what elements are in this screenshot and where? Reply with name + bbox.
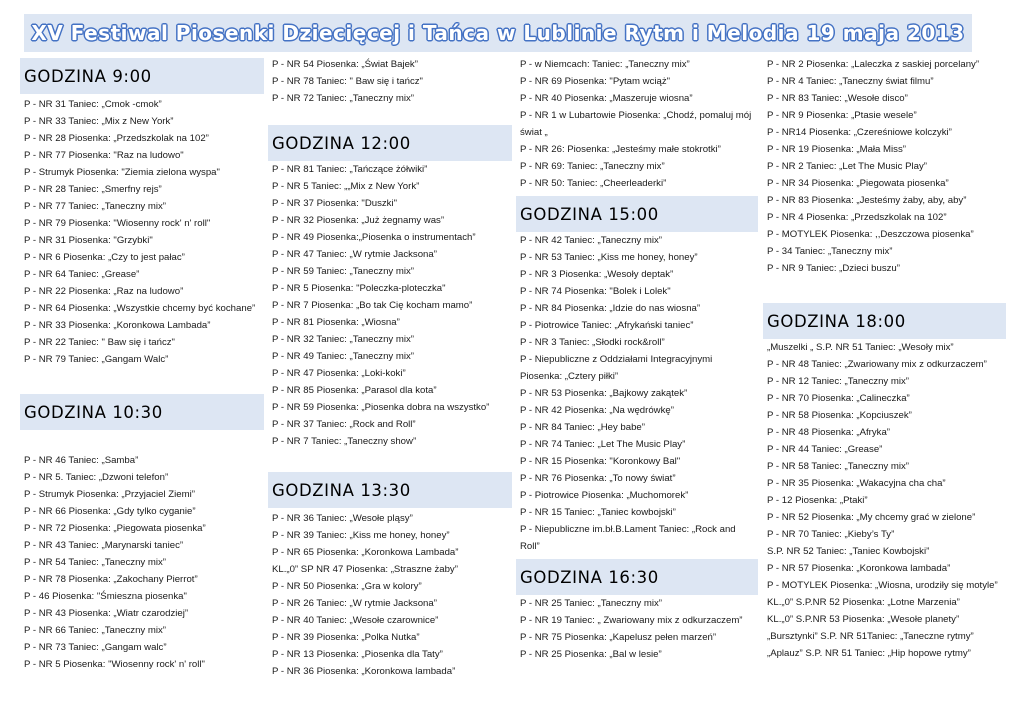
list-item: P - 46 Piosenka: "Śmieszna piosenka" [24,591,187,602]
list-item: P - NR 52 Piosenka: „My chcemy grać w zielone” [767,512,976,523]
list-item: P - NR 22 Piosenka: „Raz na ludowo” [24,286,184,297]
list-item: P - NR 58 Piosenka: „Kopciuszek” [767,410,912,421]
list-item: P - NR 49 Taniec: „Taneczny mix” [272,351,415,362]
list-item: P - NR 44 Taniec: „Grease” [767,444,883,455]
list-item: P - NR 64 Taniec: „Grease” [24,269,140,280]
schedule-list-1200 [268,161,512,450]
list-item: P - Strumyk Piosenka: "Ziemia zielona wyspa" [24,167,220,178]
list-item: „Bursztynki” S.P. NR 51Taniec: „Taneczne rytmy” [767,631,974,642]
list-item: P - NR 81 Taniec: „Tańczące żółwiki” [272,164,428,175]
list-item: P - NR 59 Piosenka: „Piosenka dobra na wszystko” [272,402,490,413]
list-item: P - NR 83 Piosenka: „Jesteśmy żaby, aby, aby” [767,195,967,206]
list-item: P - NR 32 Piosenka: „Już żegnamy was” [272,215,445,226]
column-2 [268,58,512,680]
list-item: P - NR 59 Taniec: „Taneczny mix” [272,266,415,277]
schedule-list-0900 [20,96,264,368]
list-item: P - NR 74 Piosenka: "Bolek i Lolek" [520,286,671,297]
list-item: P - Niepubliczne z Oddziałami Integracyjnymi Piosenka: „Cztery piłki” [520,354,713,382]
list-item: P - NR 33 Taniec: „Mix z New York” [24,116,174,127]
list-item: P - NR 58 Taniec: „Taneczny mix” [767,461,910,472]
list-item: P - NR 34 Piosenka: „Piegowata piosenka” [767,178,949,189]
list-item: P - NR 35 Piosenka: „Wakacyjna cha cha” [767,478,946,489]
list-item: P - NR 31 Piosenka: "Grzybki" [24,235,153,246]
list-item: P - NR 72 Piosenka: „Piegowata piosenka” [24,523,206,534]
list-item: P - NR 2 Piosenka: „Laleczka z saskiej porcelany” [767,59,980,70]
list-item: P - NR 53 Piosenka: „Bajkowy zakątek” [520,388,688,399]
list-item: P - NR 36 Piosenka: „Koronkowa lambada” [272,666,456,677]
schedule-list-1330-continued [516,56,758,192]
list-item: P - NR 32 Taniec: „Taneczny mix” [272,334,415,345]
list-item: P - NR 9 Piosenka: „Ptasie wesele” [767,110,917,121]
list-item: P - NR 79 Piosenka: "Wiosenny rock' n' roll" [24,218,211,229]
list-item: P - NR 50 Piosenka: „Gra w kolory” [272,581,422,592]
list-item: P - NR 76 Piosenka: „To nowy świat” [520,473,676,484]
spacer [20,368,264,394]
list-item: P - NR 19 Taniec: „ Zwariowany mix z odkurzaczem” [520,615,743,626]
list-item: „Aplauz” S.P. NR 51 Taniec: „Hip hopowe rytmy” [767,648,971,659]
list-item: P - NR 42 Piosenka: „Na wędrówkę” [520,405,674,416]
list-item: P - NR 70 Piosenka: „Calineczka” [767,393,910,404]
list-item: P - NR 83 Taniec: „Wesołe disco” [767,93,908,104]
list-item: P - NR 72 Taniec: „Taneczny mix” [272,93,415,104]
list-item: P - NR 1 w Lubartowie Piosenka: „Chodź, pomaluj mój świat „ [520,110,752,138]
list-item: P - NR 42 Taniec: „Taneczny mix” [520,235,663,246]
list-item: S.P. NR 52 Taniec: „Taniec Kowbojski” [767,546,930,557]
list-item: P - NR 4 Piosenka: „Przedszkolak na 102” [767,212,947,223]
list-item: P - NR 4 Taniec: „Taneczny świat filmu” [767,76,934,87]
list-item: P - NR 5 Taniec: „„Mix z New York” [272,181,420,192]
list-item: P - NR 64 Piosenka: „Wszystkie chcemy być kochane” [24,303,256,314]
list-item: P - NR 43 Piosenka: „Wiatr czarodziej” [24,608,189,619]
list-item: P - NR 39 Taniec: „Kiss me honey, honey” [272,530,450,541]
list-item: P - NR 48 Piosenka: „Afryka” [767,427,890,438]
list-item: P - NR 47 Piosenka: „Loki-koki” [272,368,406,379]
list-item: P - MOTYLEK Piosenka: „Wiosna, urodziły się motyle” [767,580,998,591]
list-item: P - NR 5. Taniec: „Dzwoni telefon” [24,472,169,483]
list-item: P - NR 73 Taniec: „Gangam walc” [24,642,167,653]
list-item: P - NR 6 Piosenka: „Czy to jest pałac” [24,252,185,263]
list-item: P - NR 77 Piosenka: "Raz na ludowo" [24,150,184,161]
section-heading-1500: GODZINA 15:00 [516,196,758,232]
list-item: P - NR 69: Taniec: „Taneczny mix” [520,161,665,172]
list-item: P - NR 70 Taniec: „Kieby’s Ty” [767,529,895,540]
title-banner [24,14,972,52]
list-item: P - NR 26 Taniec: „W rytmie Jacksona” [272,598,437,609]
list-item: P - 34 Taniec: „Taneczny mix” [767,246,893,257]
list-item: P - NR 74 Taniec: „Let The Music Play” [520,439,686,450]
schedule-list-1630 [516,595,758,663]
column-4 [763,58,1006,662]
list-item: P - NR 57 Piosenka: „Koronkowa lambada” [767,563,951,574]
spacer [268,450,512,472]
list-item: P - NR 5 Piosenka: "Wiosenny rock' n' roll" [24,659,205,670]
list-item: P - NR 37 Piosenka: "Duszki" [272,198,398,209]
section-heading-1030: GODZINA 10:30 [20,394,264,430]
list-item: P - NR 26: Piosenka: „Jesteśmy małe stokrotki” [520,144,721,155]
list-item: P - NR 25 Taniec: „Taneczny mix” [520,598,663,609]
spacer [20,430,264,452]
list-item: P - NR14 Piosenka: „Czereśniowe kolczyki” [767,127,952,138]
list-item: „Muszelki „ S.P. NR 51 Taniec: „Wesoły mix” [767,342,954,353]
list-item: KL.„0” S.P.NR 52 Piosenka: „Lotne Marzenia” [767,597,960,608]
schedule-list-1630-continued [763,56,1006,277]
list-item: P - NR 85 Piosenka: „Parasol dla kota” [272,385,437,396]
section-heading-1200: GODZINA 12:00 [268,125,512,161]
list-item: P - NR 46 Taniec: „Samba” [24,455,139,466]
list-item: P - NR 5 Piosenka: "Poleczka-ploteczka" [272,283,446,294]
schedule-list-1500 [516,232,758,555]
list-item: P - NR 78 Piosenka: „Zakochany Pierrot” [24,574,198,585]
list-item: P - NR 3 Piosenka: „Wesoły deptak” [520,269,674,280]
list-item: P - NR 28 Piosenka: „Przedszkolak na 102” [24,133,209,144]
list-item: P - NR 77 Taniec: „Taneczny mix” [24,201,167,212]
list-item: P - Strumyk Piosenka: „Przyjaciel Ziemi” [24,489,195,500]
schedule-list-1030 [20,452,264,673]
list-item: KL.„0” SP NR 47 Piosenka: „Straszne żaby” [272,564,458,575]
list-item: P - NR 66 Piosenka: „Gdy tylko cyganie” [24,506,196,517]
list-item: P - NR 36 Taniec: „Wesołe pląsy” [272,513,413,524]
list-item: P - NR 48 Taniec: „Zwariowany mix z odkurzaczem” [767,359,987,370]
list-item: P - NR 25 Piosenka: „Bal w lesie” [520,649,662,660]
list-item: P - NR 19 Piosenka: „Mała Miss” [767,144,906,155]
list-item: P - NR 50: Taniec: „Cheerleaderki” [520,178,667,189]
list-item: P - NR 31 Taniec: „Cmok -cmok” [24,99,162,110]
schedule-list-1330 [268,510,512,680]
list-item: P - NR 33 Piosenka: „Koronkowa Lambada” [24,320,211,331]
list-item: P - NR 40 Taniec: „Wesołe czarownice” [272,615,439,626]
list-item: P - NR 12 Taniec: „Taneczny mix” [767,376,910,387]
list-item: P - NR 75 Piosenka: „Kapelusz pełen marzeń” [520,632,717,643]
schedule-list-1030-continued [268,56,512,107]
section-heading-0900: GODZINA 9:00 [20,58,264,94]
list-item: P - NR 7 Taniec: „Taneczny show” [272,436,417,447]
column-1 [20,58,264,673]
section-heading-1630: GODZINA 16:30 [516,559,758,595]
list-item: P - NR 81 Piosenka: „Wiosna” [272,317,400,328]
list-item: P - NR 7 Piosenka: „Bo tak Cię kocham mamo” [272,300,473,311]
list-item: P - NR 79 Taniec: „Gangam Walc” [24,354,169,365]
list-item: P - NR 49 Piosenka:„Piosenka o instrumentach” [272,232,476,243]
list-item: P - Piotrowice Piosenka: „Muchomorek” [520,490,689,501]
spacer [763,277,1006,303]
list-item: P - NR 15 Taniec: „Taniec kowbojski” [520,507,676,518]
spacer [268,107,512,125]
list-item: P - NR 22 Taniec: " Baw się i tańcz" [24,337,175,348]
list-item: P - NR 9 Taniec: „Dzieci buszu” [767,263,900,274]
list-item: P - NR 13 Piosenka: „Piosenka dla Taty” [272,649,443,660]
list-item: P - NR 39 Piosenka: „Polka Nutka” [272,632,420,643]
list-item: P - NR 54 Piosenka: „Świat Bajek” [272,59,418,70]
page-title: XV Festiwal Piosenki Dziecięcej i Tańca w Lublinie Rytm i Melodia 19 maja 2013 [31,21,965,45]
section-heading-1330: GODZINA 13:30 [268,472,512,508]
list-item: P - NR 78 Taniec: " Baw się i tańcz" [272,76,423,87]
list-item: P - NR 47 Taniec: „W rytmie Jacksona” [272,249,437,260]
list-item: P - 12 Piosenka: „Ptaki” [767,495,868,506]
list-item: P - NR 2 Taniec: „Let The Music Play” [767,161,927,172]
list-item: P - NR 66 Taniec: „Taneczny mix” [24,625,167,636]
list-item: P - NR 37 Taniec: „Rock and Roll” [272,419,416,430]
schedule-list-1800 [763,339,1006,662]
list-item: KL.„0” S.P.NR 53 Piosenka: „Wesołe planety” [767,614,960,625]
column-3 [516,58,758,663]
list-item: P - NR 69 Piosenka: "Pytam wciąż" [520,76,671,87]
list-item: P - NR 28 Taniec: „Smerfny rejs” [24,184,162,195]
list-item: P - w Niemcach: Taniec: „Taneczny mix” [520,59,690,70]
list-item: P - NR 43 Taniec: „Marynarski taniec” [24,540,184,551]
list-item: P - MOTYLEK Piosenka: ,,Deszczowa piosenka” [767,229,974,240]
list-item: P - Niepubliczne im.bł.B.Lament Taniec: „Rock and Roll” [520,524,736,552]
list-item: P - NR 65 Piosenka: „Koronkowa Lambada” [272,547,459,558]
section-heading-1800: GODZINA 18:00 [763,303,1006,339]
list-item: P - NR 15 Piosenka: "Koronkowy Bal" [520,456,681,467]
list-item: P - NR 53 Taniec: „Kiss me honey, honey” [520,252,698,263]
list-item: P - NR 3 Taniec: „Słodki rock&roll” [520,337,665,348]
list-item: P - NR 40 Piosenka: „Maszeruje wiosna” [520,93,693,104]
list-item: P - NR 84 Taniec: „Hey babe” [520,422,645,433]
list-item: P - Piotrowice Taniec: „Afrykański taniec” [520,320,694,331]
list-item: P - NR 84 Piosenka: „Idzie do nas wiosna” [520,303,701,314]
list-item: P - NR 54 Taniec: „Taneczny mix” [24,557,167,568]
